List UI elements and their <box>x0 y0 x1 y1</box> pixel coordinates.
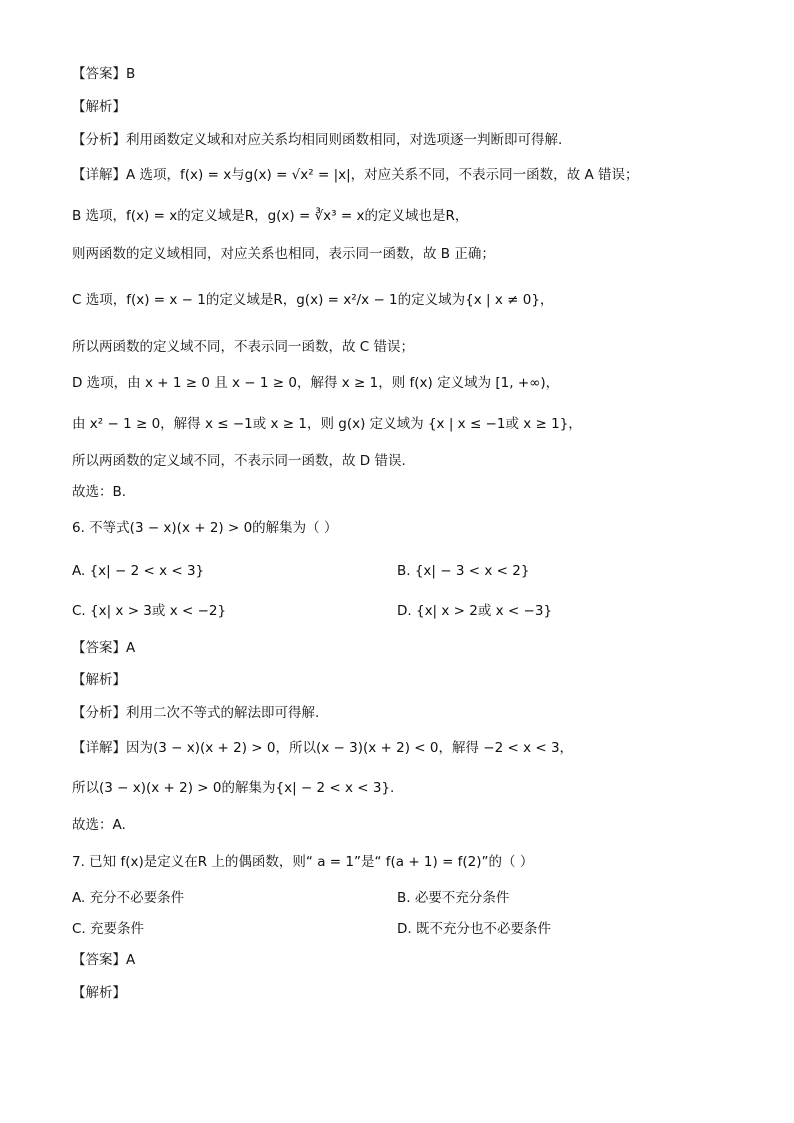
xiangjie-tag: 【详解】 <box>72 740 126 756</box>
q6-option-d: D. {x| x > 2或 x < −3} <box>397 603 553 619</box>
fenxi-text: 利用二次不等式的解法即可得解. <box>126 705 320 721</box>
detail-line-b: B 选项，f(x) = x的定义域是R，g(x) = ∛x³ = x的定义域也是R， <box>72 208 469 224</box>
detail-line-a <box>72 165 638 185</box>
q6-option-a: A. {x| − 2 < x < 3} <box>72 563 205 579</box>
answer-line-q5 <box>72 64 135 84</box>
answer-value: A <box>126 640 136 656</box>
fenxi-text: 利用函数定义域和对应关系均相同则函数相同，对选项逐一判断即可得解. <box>126 132 563 148</box>
question-6-stem: 6. 不等式(3 − x)(x + 2) > 0的解集为（ ） <box>72 520 338 536</box>
detail-line-d3: 所以两函数的定义域不同，不表示同一函数，故 D 错误. <box>72 453 406 469</box>
detail-line-d2: 由 x² − 1 ≥ 0，解得 x ≤ −1或 x ≥ 1，则 g(x) 定义域为 {x | x ≤ −1或 x ≥ 1}， <box>72 416 582 432</box>
answer-value: B <box>126 66 136 82</box>
q6-option-c: C. {x| x > 3或 x < −2} <box>72 603 227 619</box>
analysis-heading-q7: 【解析】 <box>72 985 126 1001</box>
detail-line-d: D 选项，由 x + 1 ≥ 0 且 x − 1 ≥ 0，解得 x ≥ 1，则 f(x) 定义域为 [1, +∞)， <box>72 375 560 391</box>
answer-line-q6 <box>72 638 135 658</box>
detail-line-q6-2: 所以(3 − x)(x + 2) > 0的解集为{x| − 2 < x < 3}. <box>72 780 395 796</box>
q7-option-c: C. 充要条件 <box>72 921 145 937</box>
detail-line-q6-1 <box>72 738 573 758</box>
answer-tag: 【答案】 <box>72 952 126 968</box>
detail-line-c: C 选项，f(x) = x − 1的定义域是R，g(x) = x²/x − 1的定义域为{x | x ≠ 0}， <box>72 292 554 308</box>
detail-q6-text1: 因为(3 − x)(x + 2) > 0，所以(x − 3)(x + 2) < 0，解得 −2 < x < 3， <box>126 740 574 756</box>
fenxi-tag: 【分析】 <box>72 705 126 721</box>
question-7-stem: 7. 已知 f(x)是定义在R 上的偶函数，则“ a = 1”是“ f(a + 1) = f(2)”的（ ） <box>72 854 534 870</box>
answer-line-q7 <box>72 950 135 970</box>
analysis-heading-q6: 【解析】 <box>72 672 126 688</box>
q6-option-b: B. {x| − 3 < x < 2} <box>397 563 530 579</box>
detail-a-text: A 选项，f(x) = x与g(x) = √x² = |x|，对应关系不同，不表示同一函数，故 A 错误； <box>126 167 639 183</box>
analysis-heading-q5: 【解析】 <box>72 99 126 115</box>
answer-tag: 【答案】 <box>72 66 126 82</box>
detail-line-b2: 则两函数的定义域相同，对应关系也相同，表示同一函数，故 B 正确； <box>72 246 495 262</box>
q7-option-d: D. 既不充分也不必要条件 <box>397 921 551 937</box>
xiangjie-tag: 【详解】 <box>72 167 126 183</box>
answer-value: A <box>126 952 136 968</box>
conclusion-q6: 故选：A. <box>72 817 126 833</box>
q7-option-b: B. 必要不充分条件 <box>397 890 510 906</box>
answer-tag: 【答案】 <box>72 640 126 656</box>
detail-line-c2: 所以两函数的定义域不同，不表示同一函数，故 C 错误； <box>72 339 415 355</box>
fenxi-line-q6 <box>72 703 319 723</box>
fenxi-line-q5 <box>72 130 562 150</box>
q7-option-a: A. 充分不必要条件 <box>72 890 185 906</box>
fenxi-tag: 【分析】 <box>72 132 126 148</box>
conclusion-q5: 故选：B. <box>72 484 127 500</box>
